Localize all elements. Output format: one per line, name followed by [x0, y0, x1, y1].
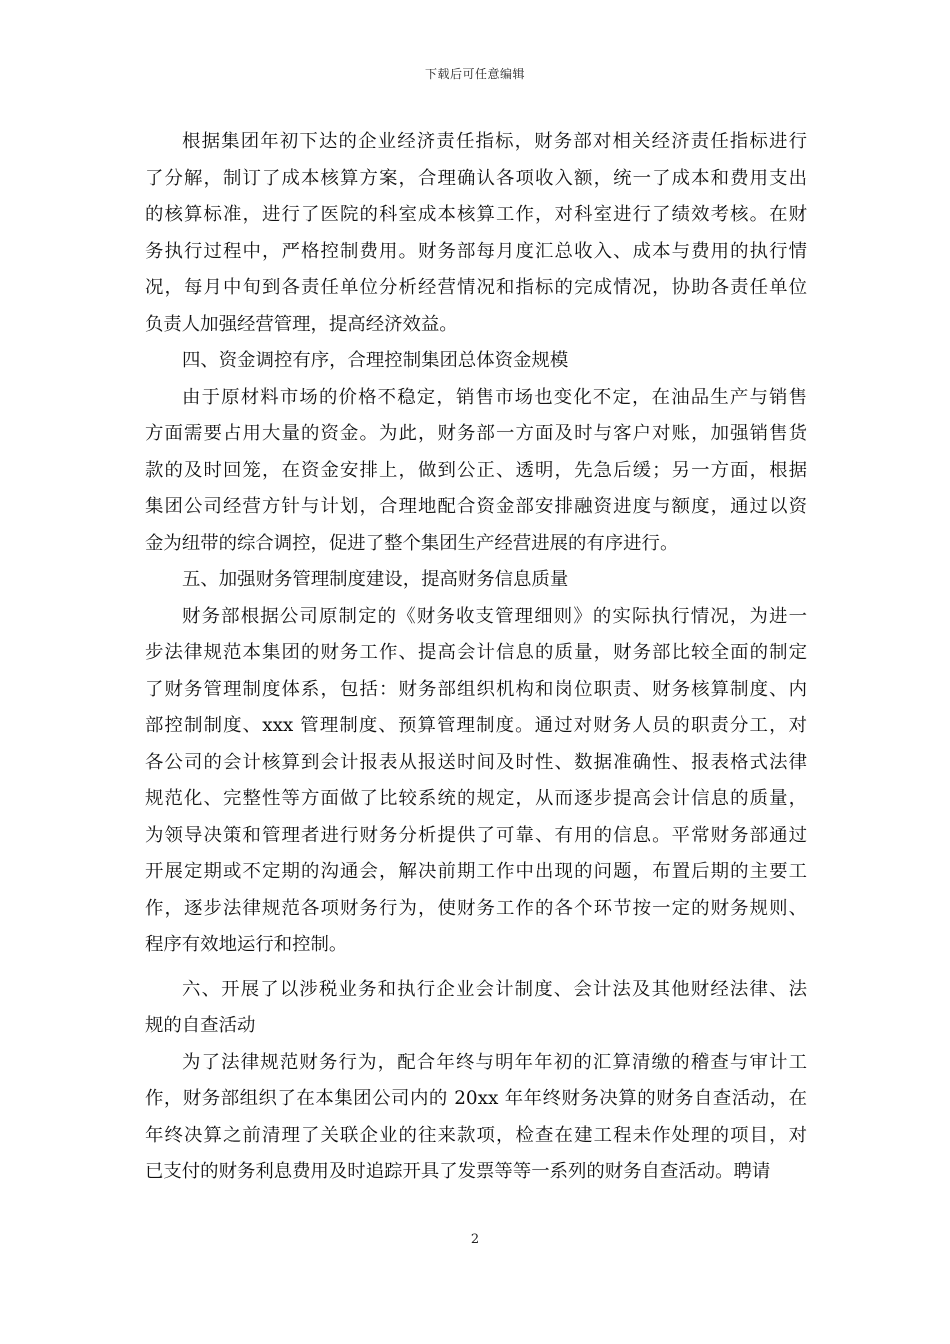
page-header: 下载后可任意编辑	[424, 67, 525, 81]
text-line: 年终决算之前清理了关联企业的往来款项，检查在建工程未作处理的项目，对	[145, 1124, 807, 1146]
heading-line: 五、加强财务管理制度建设，提高财务信息质量	[182, 569, 569, 590]
text-line: 集团公司经营方针与计划，合理地配合资金部安排融资进度与额度，通过以资	[145, 496, 807, 517]
heading-line: 四、资金调控有序，合理控制集团总体资金规模	[182, 350, 569, 371]
page-number: 2	[470, 1232, 480, 1247]
text-line: 六、开展了以涉税业务和执行企业会计制度、会计法及其他财经法律、法	[182, 978, 807, 1000]
text-line: 况，每月中旬到各责任单位分析经营情况和指标的完成情况，协助各责任单位	[145, 277, 807, 298]
text-line: 的核算标准，进行了医院的科室成本核算工作，对科室进行了绩效考核。在财	[145, 204, 807, 225]
text-line: 由于原材料市场的价格不稳定，销售市场也变化不定，在油品生产与销售	[182, 386, 807, 408]
text-line: 务执行过程中，严格控制费用。财务部每月度汇总收入、成本与费用的执行情	[145, 240, 807, 262]
section-heading	[145, 562, 807, 599]
text-line: 程序有效地运行和控制。	[145, 934, 348, 955]
text-line: 为了法律规范财务行为，配合年终与明年年初的汇算清缴的稽查与审计工	[182, 1051, 807, 1073]
text-line: 规的自查活动	[145, 1015, 256, 1036]
text-line: 开展定期或不定期的沟通会，解决前期工作中出现的问题，布置后期的主要工	[145, 861, 807, 882]
body-paragraph	[145, 599, 807, 964]
text-line: 金为纽带的综合调控，促进了整个集团生产经营进展的有序进行。	[145, 532, 679, 554]
body-paragraph	[145, 380, 807, 563]
body-paragraph	[145, 1045, 807, 1191]
text-line: 财务部根据公司原制定的《财务收支管理细则》的实际执行情况，为进一	[182, 605, 807, 627]
text-line: 规范化、完整性等方面做了比较系统的规定，从而逐步提高会计信息的质量，	[145, 788, 807, 809]
text-line: 各公司的会计核算到会计报表从报送时间及时性、数据准确性、报表格式法律	[145, 751, 807, 773]
section-heading	[145, 343, 807, 380]
text-line: 为领导决策和管理者进行财务分析提供了可靠、有用的信息。平常财务部通过	[145, 824, 807, 846]
text-line: 方面需要占用大量的资金。为此，财务部一方面及时与客户对账，加强销售货	[145, 423, 807, 444]
text-line: 部控制制度、xxx 管理制度、预算管理制度。通过对财务人员的职责分工，对	[145, 715, 807, 736]
text-line: 根据集团年初下达的企业经济责任指标，财务部对相关经济责任指标进行	[182, 131, 807, 152]
text-line: 了分解，制订了成本核算方案，合理确认各项收入额，统一了成本和费用支出	[145, 167, 807, 189]
text-line: 已支付的财务利息费用及时追踪开具了发票等等一系列的财务自查活动。聘请	[145, 1161, 771, 1182]
paragraph-gap	[145, 964, 807, 972]
body-paragraph	[145, 124, 807, 343]
text-line: 了财务管理制度体系，包括：财务部组织机构和岗位职责、财务核算制度、内	[145, 678, 807, 700]
body-paragraph	[145, 972, 807, 1045]
document-body	[145, 124, 807, 1191]
text-line: 款的及时回笼，在资金安排上，做到公正、透明，先急后缓；另一方面，根据	[145, 459, 807, 481]
text-line: 负责人加强经营管理，提高经济效益。	[145, 313, 458, 335]
text-line: 作，财务部组织了在本集团公司内的 20xx 年年终财务决算的财务自查活动，在	[145, 1088, 807, 1109]
text-line: 作，逐步法律规范各项财务行为，使财务工作的各个环节按一定的财务规则、	[145, 897, 807, 919]
text-line: 步法律规范本集团的财务工作、提高会计信息的质量，财务部比较全面的制定	[145, 642, 807, 663]
